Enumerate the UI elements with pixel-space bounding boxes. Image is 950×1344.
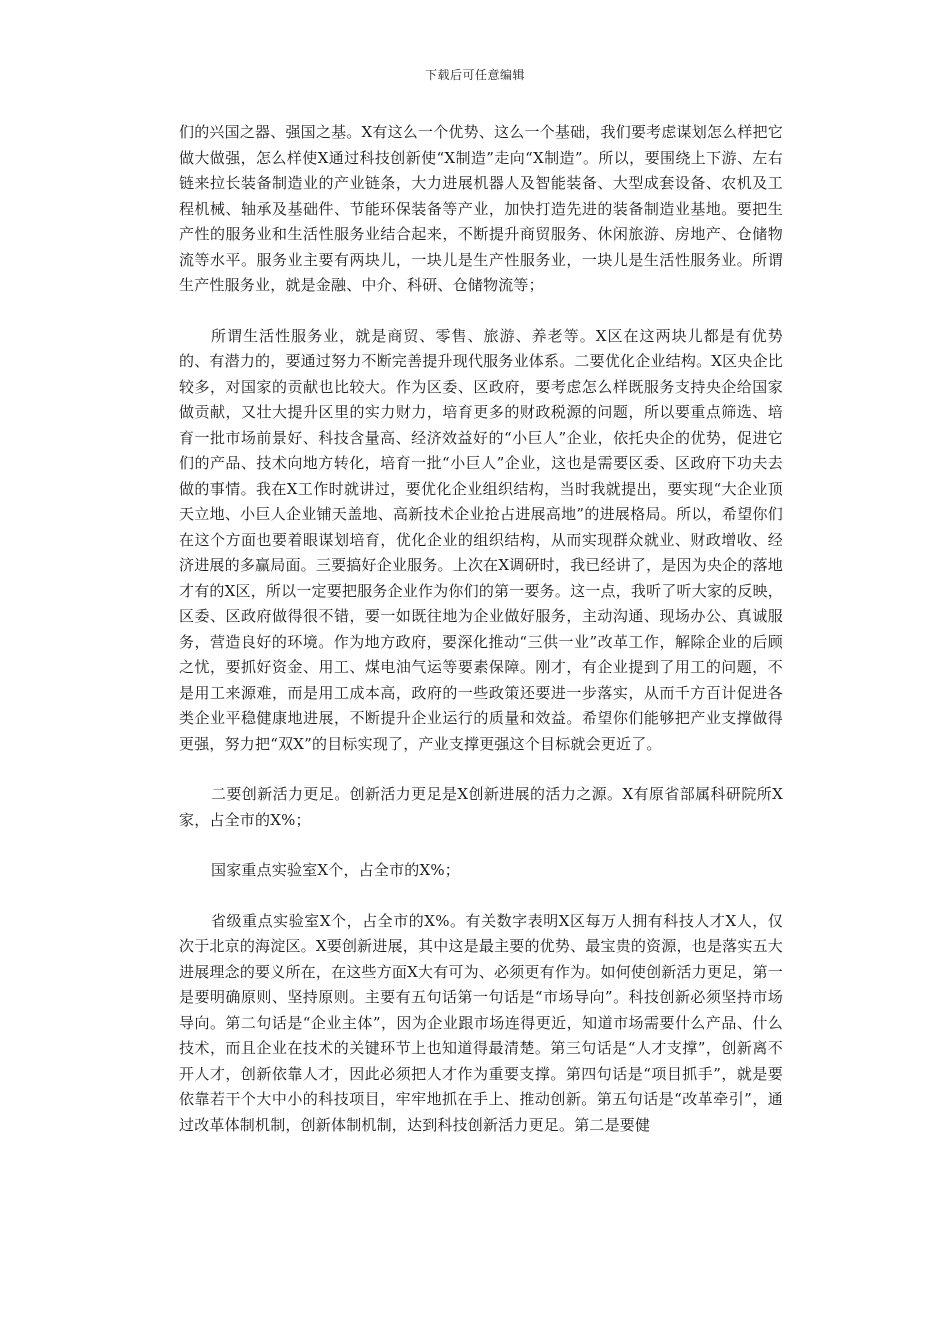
- document-body: [179, 120, 783, 1138]
- paragraph: 国家重点实验室X个，占全市的X%；: [211, 861, 461, 879]
- page-header: 下载后可任意编辑: [424, 68, 525, 82]
- paragraph: 省级重点实验室X个，占全市的X%。有关数字表明X区每万人拥有科技人才X人，仅次于北京的海淀区。X要创新进展，其中这是最主要的优势、最宝贵的资源，也是落实五大进展理念的要义所在，在这些方面X大有可为、必须更有作为。如何使创新活力更足，第一是要明确原则、坚持原则。主要有五句话第一句话是“市场导向”。科技创新必须坚持市场导向。第二句话是“企业主体”，因为企业跟市场连得更近，知道市场需要什么产品、什么技术，而且企业在技术的关键环节上也知道得最清楚。第三句话是“人才支撑”，创新离不开人才，创新依靠人才，因此必须把人才作为重要支撑。第四句话是“项目抓手”，就是要依靠若干个大中小的科技项目，牢牢地抓在手上、推动创新。第五句话是“改革牵引”，通过改革体制机制，创新体制机制，达到科技创新活力更足。第二是要健: [179, 911, 783, 1134]
- paragraph: 所谓生活性服务业，就是商贸、零售、旅游、养老等。X区在这两块儿都是有优势的、有潜力的，要通过努力不断完善提升现代服务业体系。二要优化企业结构。X区央企比较多，对国家的贡献也比较大。作为区委、区政府，要考虑怎么样既服务支持央企给国家做贡献，又壮大提升区里的实力财力，培育更多的财政税源的问题，所以要重点筛选、培育一批市场前景好、科技含量高、经济效益好的“小巨人”企业，依托央企的优势，促进它们的产品、技术向地方转化，培育一批“小巨人”企业，这也是需要区委、区政府下功夫去做的事情。我在X工作时就讲过，要优化企业组织结构，当时我就提出，要实现“大企业顶天立地、小巨人企业铺天盖地、高新技术企业抢占进展高地”的进展格局。所以，希望你们在这个方面也要着眼谋划培育，优化企业的组织结构，从而实现群众就业、财政增收、经济进展的多赢局面。三要搞好企业服务。上次在X调研时，我已经讲了，是因为央企的落地才有的X区，所以一定要把服务企业作为你们的第一要务。这一点，我听了听大家的反映，区委、区政府做得很不错，要一如既往地为企业做好服务，主动沟通、现场办公、真诚服务，营造良好的环境。作为地方政府，要深化推动“三供一业”改革工作，解除企业的后顾之忧，要抓好资金、用工、煤电油气运等要素保障。刚才，有企业提到了用工的问题，不是用工来源难，而是用工成本高，政府的一些政策还要进一步落实，从而千方百计促进各类企业平稳健康地进展，不断提升企业运行的质量和效益。希望你们能够把产业支撑做得更强，努力把“双X”的目标实现了，产业支撑更强这个目标就会更近了。: [179, 326, 783, 753]
- paragraph: 二要创新活力更足。创新活力更足是X创新进展的活力之源。X有原省部属科研院所X家，占全市的X%；: [179, 785, 783, 829]
- paragraph: 们的兴国之器、强国之基。X有这么一个优势、这么一个基础，我们要考虑谋划怎么样把它做大做强，怎么样使X通过科技创新使“X制造”走向“X制造”。所以，要围绕上下游、左右链来拉长装备制造业的产业链条，大力进展机器人及智能装备、大型成套设备、农机及工程机械、轴承及基础件、节能环保装备等产业，加快打造先进的装备制造业基地。要把生产性的服务业和生活性服务业结合起来，不断提升商贸服务、休闲旅游、房地产、仓储物流等水平。服务业主要有两块儿，一块儿是生产性服务业，一块儿是生活性服务业。所谓生产性服务业，就是金融、中介、科研、仓储物流等；: [179, 123, 783, 294]
